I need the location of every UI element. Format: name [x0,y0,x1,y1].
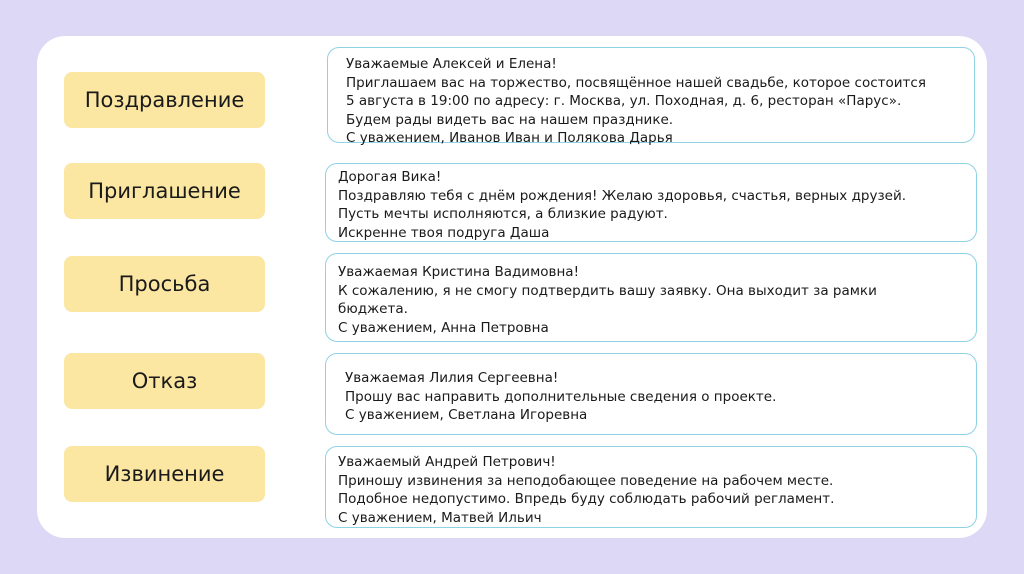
message-2-line-2: Поздравляю тебя с днём рождения! Желаю здоровья, счастья, верных друзей. [338,187,907,204]
message-2-line-1: Дорогая Вика! [338,169,442,185]
message-box-3 [325,253,977,342]
message-box-4 [325,353,977,435]
message-box-1 [327,47,975,146]
message-5-line-2: Приношу извинения за неподобающее поведение на рабочем месте. [338,472,834,489]
message-box-2 [325,163,977,242]
label-apology: Извинение [64,446,265,502]
message-3-line-4: С уважением, Анна Петровна [338,319,549,336]
message-4-line-3: С уважением, Светлана Игоревна [345,407,588,423]
message-5-line-1: Уважаемый Андрей Петрович! [338,454,556,470]
message-1-line-2: Приглашаем вас на торжество, посвящённое нашей свадьбе, которое состоится [346,74,926,91]
label-invitation: Приглашение [64,163,265,219]
message-1-line-1: Уважаемые Алексей и Елена! [346,56,557,72]
message-5-line-4: С уважением, Матвей Ильич [338,509,542,526]
message-3-line-1: Уважаемая Кристина Вадимовна! [338,264,579,280]
label-request: Просьба [64,256,265,312]
message-5-line-3: Подобное недопустимо. Впредь буду соблюдать рабочий регламент. [338,491,835,507]
message-3-line-3: бюджета. [338,301,408,317]
message-2-line-4: Искренне твоя подруга Даша [338,224,550,241]
label-refusal: Отказ [64,353,265,409]
message-1-line-4: Будем рады видеть вас на нашем празднике. [346,111,674,128]
message-2-line-3: Пусть мечты исполняются, а близкие радуют. [338,206,668,222]
message-3-line-2: К сожалению, я не смогу подтвердить вашу заявку. Она выходит за рамки [338,282,877,299]
label-congratulation: Поздравление [64,72,265,128]
message-4-line-2: Прошу вас направить дополнительные сведения о проекте. [345,388,777,405]
message-4-line-1: Уважаемая Лилия Сергеевна! [345,370,559,386]
message-box-5 [325,446,977,528]
message-1-line-3: 5 августа в 19:00 по адресу: г. Москва, ул. Походная, д. 6, ресторан «Парус». [346,93,902,109]
message-1-line-5: С уважением, Иванов Иван и Полякова Дарья [346,130,673,146]
